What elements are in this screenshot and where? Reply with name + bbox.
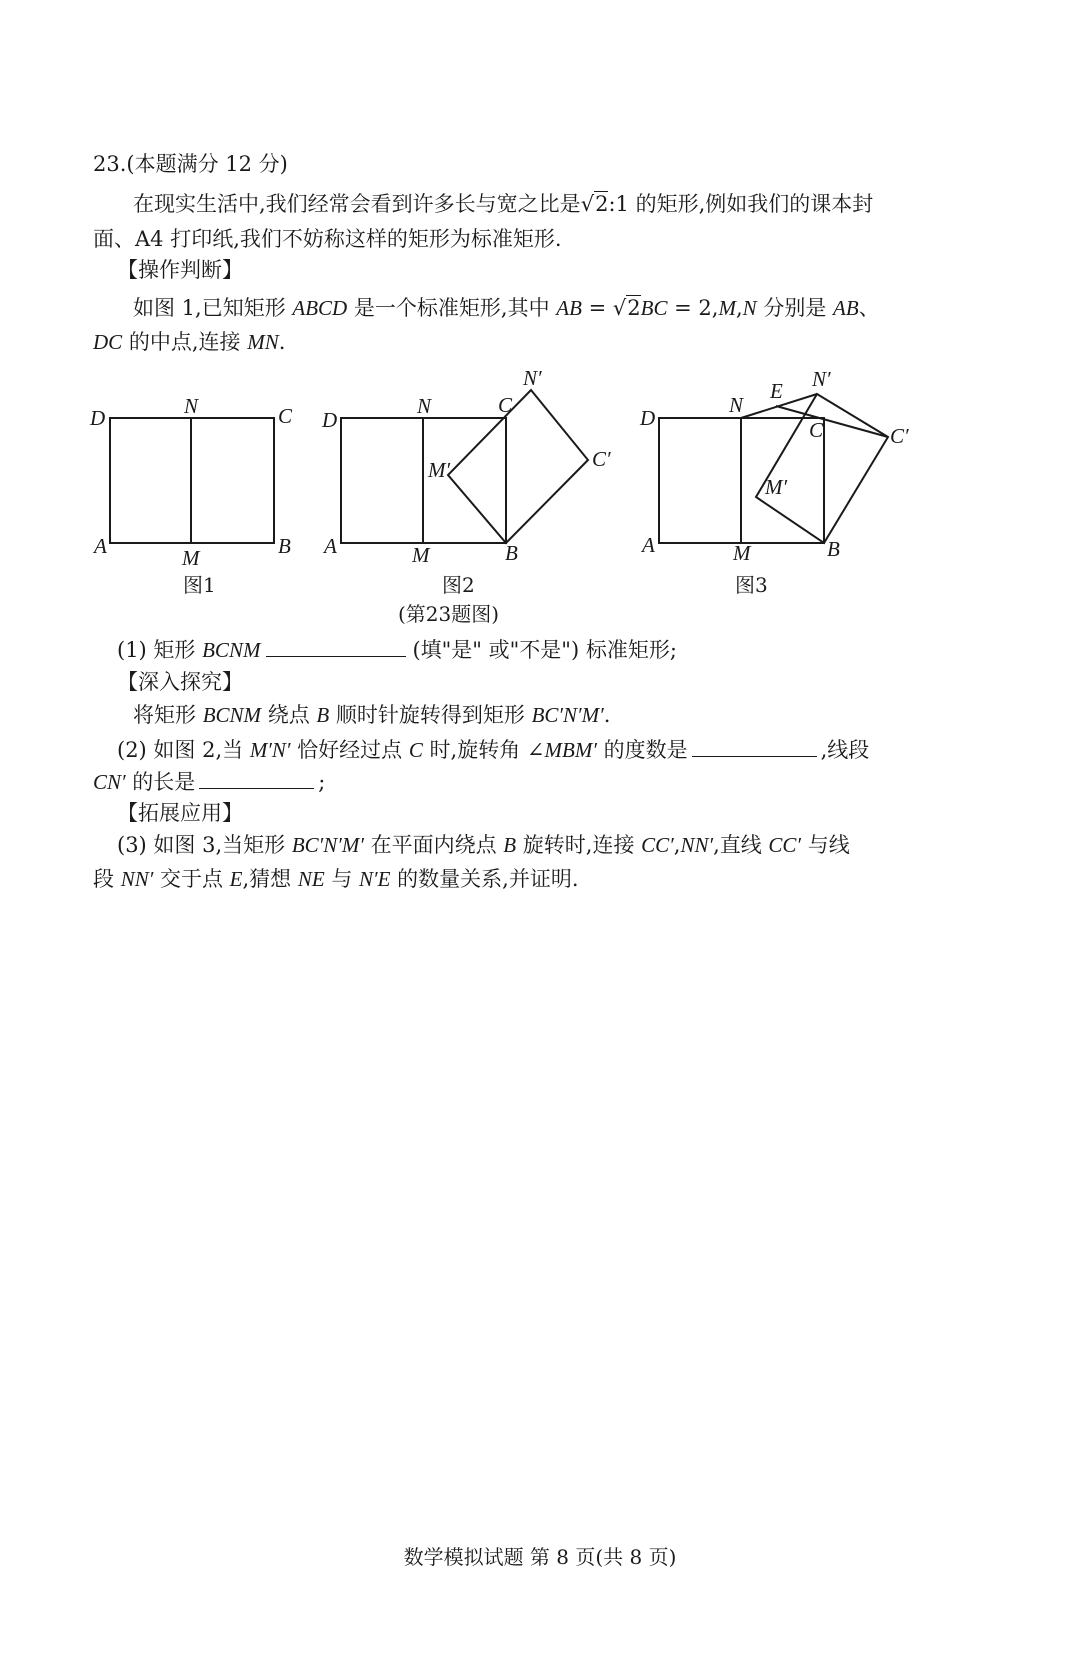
label-d: D <box>90 406 106 430</box>
label-c: C <box>278 404 293 428</box>
rectangle-bc-prime-n-prime-m-prime <box>756 394 888 543</box>
caption-figure-2: 图2 <box>442 573 475 597</box>
label-a: A <box>94 534 107 558</box>
label-m: M <box>733 541 751 565</box>
label-d: D <box>640 406 656 430</box>
label-c-prime: C′ <box>592 447 611 471</box>
answer-blank-2-length[interactable] <box>199 770 314 789</box>
label-m: M <box>182 546 200 570</box>
label-a: A <box>324 534 337 558</box>
intro-line-2: 面、A4 打印纸,我们不妨称这样的矩形为标准矩形. <box>93 227 562 251</box>
answer-blank-1[interactable] <box>266 638 406 657</box>
section-heading-extend: 【拓展应用】 <box>117 801 243 825</box>
problem-header: 23.(本题满分 12 分) <box>93 152 288 176</box>
section-heading-explore: 【深入探究】 <box>117 670 243 694</box>
figure-3 <box>630 360 930 615</box>
answer-blank-2-angle[interactable] <box>692 738 817 757</box>
given-line-1: 如图 1,已知矩形 ABCD 是一个标准矩形,其中 AB = √2BC = 2,M,N 分别是 AB、 <box>133 296 880 320</box>
label-n: N <box>184 394 199 418</box>
label-e: E <box>770 379 783 403</box>
label-n: N <box>729 393 744 417</box>
line-cc-prime <box>776 406 888 437</box>
given-line-2: DC 的中点,连接 MN. <box>93 330 286 354</box>
figure-group-caption: (第23题图) <box>398 602 500 626</box>
label-b: B <box>505 541 518 565</box>
sqrt-two: √2 <box>580 192 609 216</box>
label-c: C <box>498 393 513 417</box>
label-a: A <box>642 533 655 557</box>
label-m: M <box>412 543 430 567</box>
label-n-prime: N′ <box>523 366 542 390</box>
question-2-line-1: (2) 如图 2,当 M′N′ 恰好经过点 C 时,旋转角 ∠MBM′ 的度数是 ,线段 <box>117 738 870 762</box>
question-1: (1) 矩形 BCNM (填"是" 或"不是") 标准矩形; <box>117 638 677 662</box>
rectangle-bc-prime-n-prime-m-prime <box>448 390 588 543</box>
label-d: D <box>322 408 338 432</box>
label-m-prime: M′ <box>428 458 451 482</box>
label-c: C <box>809 418 824 442</box>
page-footer: 数学模拟试题 第 8 页(共 8 页) <box>403 1545 677 1569</box>
caption-figure-1: 图1 <box>183 573 216 597</box>
section-heading-operation: 【操作判断】 <box>117 258 243 282</box>
intro-line-1: 在现实生活中,我们经常会看到许多长与宽之比是√2:1 的矩形,例如我们的课本封 <box>133 192 874 216</box>
label-n-prime: N′ <box>812 367 831 391</box>
label-c-prime: C′ <box>890 424 909 448</box>
caption-figure-3: 图3 <box>735 573 768 597</box>
label-m-prime: M′ <box>765 475 788 499</box>
question-3-line-2: 段 NN′ 交于点 E,猜想 NE 与 N′E 的数量关系,并证明. <box>93 867 579 891</box>
rotation-statement: 将矩形 BCNM 绕点 B 顺时针旋转得到矩形 BC′N′M′. <box>133 703 611 727</box>
question-2-line-2: CN′ 的长是 ; <box>93 770 326 794</box>
label-n: N <box>417 394 432 418</box>
question-3-line-1: (3) 如图 3,当矩形 BC′N′M′ 在平面内绕点 B 旋转时,连接 CC′,NN′,直线 CC′ 与线 <box>117 833 850 857</box>
label-b: B <box>278 534 291 558</box>
label-b: B <box>827 537 840 561</box>
